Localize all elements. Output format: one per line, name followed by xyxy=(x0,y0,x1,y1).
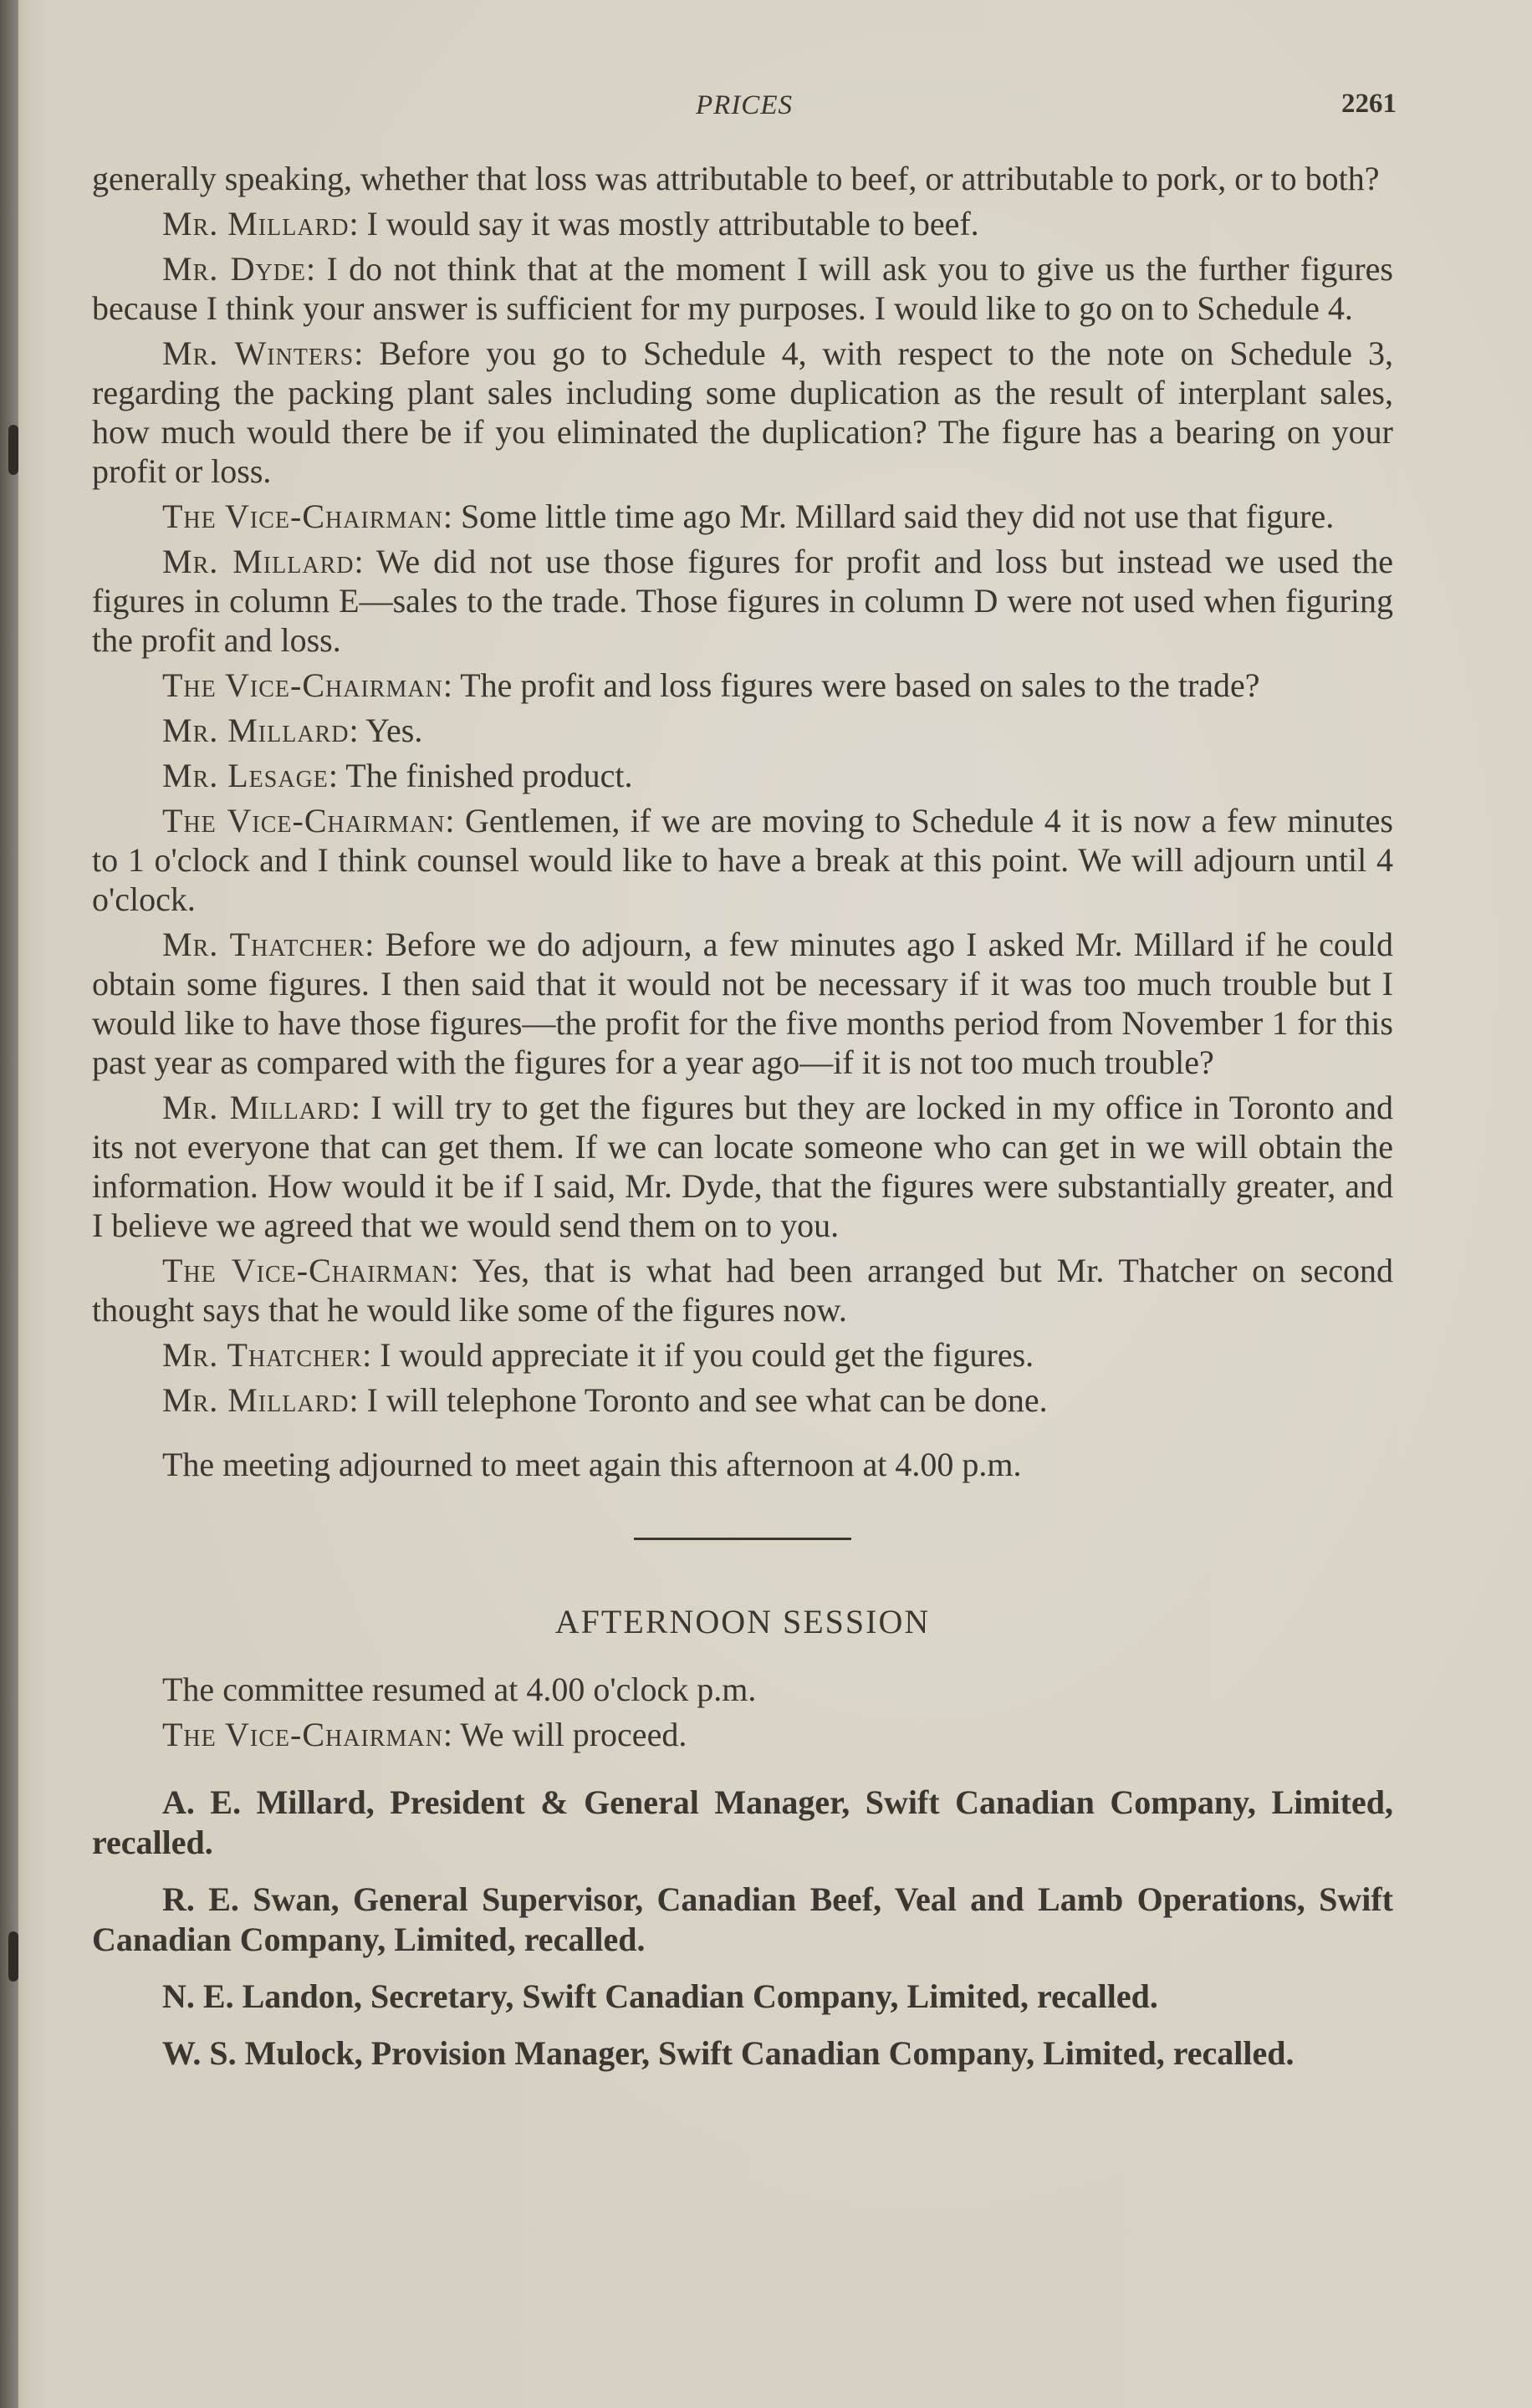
speaker-name: Mr. Winters xyxy=(162,334,355,372)
speaker-name: The Vice-Chairman xyxy=(162,1252,450,1289)
speech-text: Yes, that is what had been arranged but Mr. Thatcher on second thought says that he would like some of the figures now. xyxy=(92,1252,1393,1329)
book-spine-shadow xyxy=(0,0,18,2408)
witness-entry: A. E. Millard, President & General Manager, Swift Canadian Company, Limited, recalled. xyxy=(92,1783,1393,1861)
speaker-name: The Vice-Chairman xyxy=(162,666,443,704)
speaker-name: The Vice-Chairman xyxy=(162,1716,443,1753)
speech-paragraph: Mr. Thatcher: Before we do adjourn, a few minutes ago I asked Mr. Millard if he could obtain some figures. I then said that it would not be necessary if it was too much trouble but I would like to have those figures—the profit for the five months period from November 1 for this past year as compared with the figures for a year ago—if it is not too much trouble? xyxy=(92,926,1393,1081)
speaker-name: Mr. Millard xyxy=(162,1089,351,1126)
speech-paragraph: The Vice-Chairman: We will proceed. xyxy=(162,1716,687,1753)
speech-paragraph: Mr. Thatcher: I would appreciate it if you could get the figures. xyxy=(162,1336,1034,1374)
witness-entry: R. E. Swan, General Supervisor, Canadian Beef, Veal and Lamb Operations, Swift Canadian Company, Limited, recalled. xyxy=(92,1880,1393,1958)
page-body xyxy=(92,159,1393,2090)
speech-paragraph: Mr. Millard: Yes. xyxy=(162,712,423,749)
speech-text: We will proceed. xyxy=(460,1716,687,1753)
speaker-name: Mr. Millard xyxy=(162,1381,350,1419)
speech-paragraph: Mr. Dyde: I do not think that at the moment I will ask you to give us the further figures because I think your answer is sufficient for my purposes. I would like to go on to Schedule 4. xyxy=(92,250,1393,327)
speech-paragraph: Mr. Millard: I would say it was mostly attributable to beef. xyxy=(162,205,979,242)
speaker-name: Mr. Millard xyxy=(162,712,350,749)
speaker-name: The Vice-Chairman xyxy=(162,802,446,839)
speaker-name: Mr. Thatcher xyxy=(162,1336,363,1374)
speaker-name: Mr. Dyde xyxy=(162,250,307,288)
adjournment-note: The meeting adjourned to meet again this afternoon at 4.00 p.m. xyxy=(162,1446,1022,1483)
page-header xyxy=(92,87,1397,129)
speech-paragraph: The Vice-Chairman: Yes, that is what had been arranged but Mr. Thatcher on second thought says that he would like some of the figures now. xyxy=(92,1252,1393,1329)
speech-paragraph: Mr. Winters: Before you go to Schedule 4, with respect to the note on Schedule 3, regarding the packing plant sales including some duplication as the result of interplant sales, how much would there be if you eliminated the duplication? The figure has a bearing on your profit or loss. xyxy=(92,334,1393,490)
page-number: 2261 xyxy=(1341,89,1397,119)
paragraph-text: generally speaking, whether that loss was attributable to beef, or attributable to pork, or to both? xyxy=(92,160,1380,197)
speaker-name: Mr. Lesage xyxy=(162,757,329,794)
speech-text: Before we do adjourn, a few minutes ago I asked Mr. Millard if he could obtain some figures. I then said that it would not be necessary if it was too much trouble but I would like to have those figures—the profit for the five months period from November 1 for this past year as compared with the figures for a year ago—if it is not too much trouble? xyxy=(92,926,1393,1081)
speech-paragraph: The Vice-Chairman: The profit and loss figures were based on sales to the trade? xyxy=(162,666,1260,704)
speech-text: Yes. xyxy=(365,712,423,749)
binding-mark-top xyxy=(8,425,18,475)
speech-text: I would say it was mostly attributable to beef. xyxy=(366,205,979,242)
speech-text: Some little time ago Mr. Millard said they did not use that figure. xyxy=(460,497,1335,535)
speech-text: I will telephone Toronto and see what can be done. xyxy=(366,1381,1048,1419)
speech-text: Before you go to Schedule 4, with respect to the note on Schedule 3, regarding the packing plant sales including some duplication as the result of interplant sales, how much would there be if you eliminated the duplication? The figure has a bearing on your profit or loss. xyxy=(92,334,1393,490)
binding-mark-bottom xyxy=(8,1931,18,1982)
speech-text: The profit and loss figures were based on sales to the trade? xyxy=(460,666,1260,704)
speech-text: Gentlemen, if we are moving to Schedule 4 it is now a few minutes to 1 o'clock and I think counsel would like to have a break at this point. We will adjourn until 4 o'clock. xyxy=(92,802,1393,918)
speech-paragraph: Mr. Millard: We did not use those figures for profit and loss but instead we used the figures in column E—sales to the trade. Those figures in column D were not used when figuring the profit and loss. xyxy=(92,543,1394,659)
speech-paragraph: The Vice-Chairman: Some little time ago Mr. Millard said they did not use that figure. xyxy=(162,497,1335,535)
section-divider xyxy=(634,1538,851,1540)
speech-text: I would appreciate it if you could get the figures. xyxy=(380,1336,1034,1374)
speech-text: I will try to get the figures but they are locked in my office in Toronto and its not everyone that can get them. If we can locate someone who can get in we will obtain the information. How would it be if I said, Mr. Dyde, that the figures were substantially greater, and I believe we agreed that we would send them on to you. xyxy=(92,1089,1393,1244)
speaker-name: Mr. Thatcher xyxy=(162,926,365,963)
witness-entry: N. E. Landon, Secretary, Swift Canadian Company, Limited, recalled. xyxy=(162,1977,1158,2015)
witness-entry: W. S. Mulock, Provision Manager, Swift Canadian Company, Limited, recalled. xyxy=(162,2034,1295,2072)
speech-text: The finished product. xyxy=(345,757,633,794)
speech-paragraph: Mr. Millard: I will try to get the figures but they are locked in my office in Toronto and its not everyone that can get them. If we can locate someone who can get in we will obtain the information. How would it be if I said, Mr. Dyde, that the figures were substantially greater, and I believe we agreed that we would send them on to you. xyxy=(92,1089,1393,1244)
speaker-name: The Vice-Chairman xyxy=(162,497,443,535)
speaker-name: Mr. Millard xyxy=(162,205,350,242)
running-title: PRICES xyxy=(696,90,793,120)
speaker-name: Mr. Millard xyxy=(162,543,355,580)
section-heading: AFTERNOON SESSION xyxy=(554,1603,931,1640)
speech-paragraph: Mr. Millard: I will telephone Toronto and see what can be done. xyxy=(162,1381,1048,1419)
resumed-note: The committee resumed at 4.00 o'clock p.m. xyxy=(162,1671,757,1708)
speech-paragraph: The Vice-Chairman: Gentlemen, if we are moving to Schedule 4 it is now a few minutes to 1 o'clock and I think counsel would like to have a break at this point. We will adjourn until 4 o'clock. xyxy=(92,802,1393,918)
speech-paragraph: Mr. Lesage: The finished product. xyxy=(162,757,633,794)
paragraph-continued xyxy=(92,159,1393,198)
speech-text: We did not use those figures for profit and loss but instead we used the figures in column E—sales to the trade. Those figures in column D were not used when figuring the profit and loss. xyxy=(92,543,1394,659)
speech-text: I do not think that at the moment I will ask you to give us the further figures because I think your answer is sufficient for my purposes. I would like to go on to Schedule 4. xyxy=(92,250,1393,327)
